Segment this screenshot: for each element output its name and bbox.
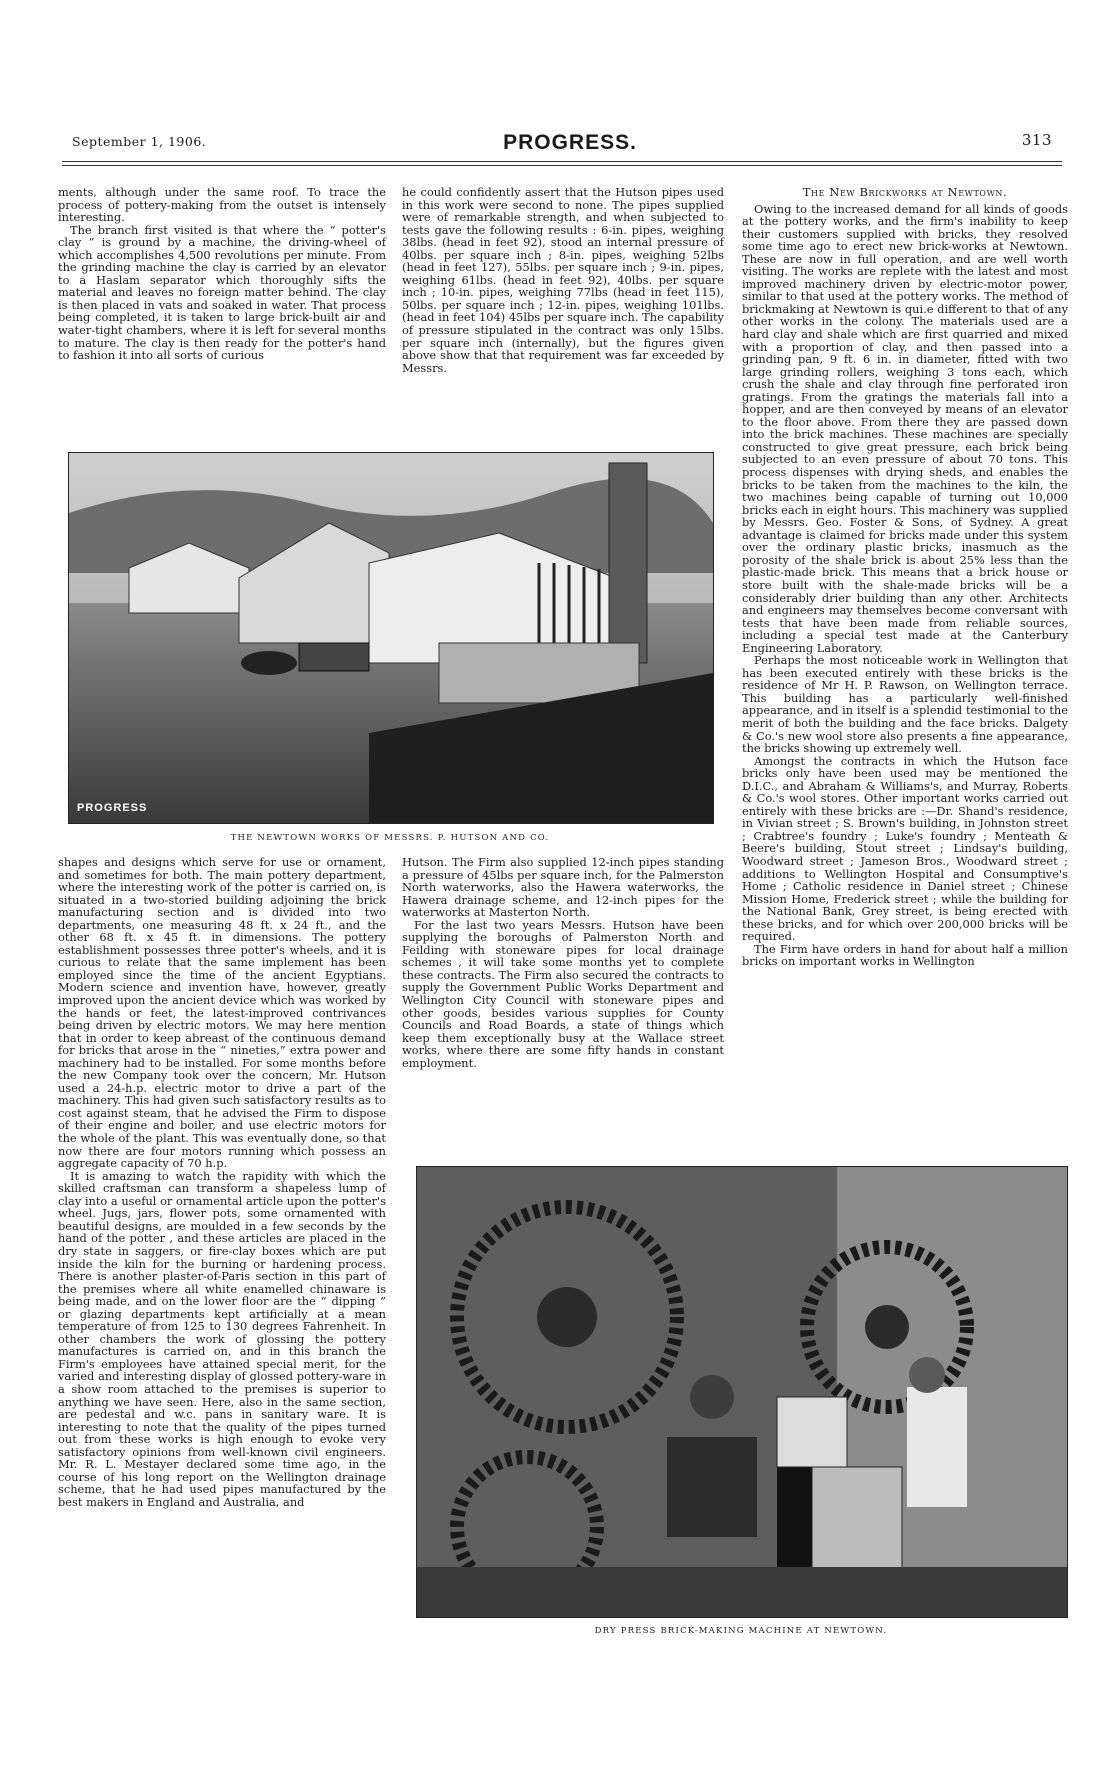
paragraph: Owing to the increased demand for all kinds of goods at the pottery works, and the firm's inability to keep their customers supplied with bricks, they resolved some time ago to erect new brick-works at Newtown. These are now in full operation, and are well worth visiting. The works are replete with the latest and most improved machinery driven by electric-motor power, similar to that used at the pottery works. The method of brickmaking at Newtown is qui.e different to that of any other works in the colony. The materials used are a hard clay and shale which are first quarried and mixed with a proportion of clay, and then passed into a grinding pan, 9 ft. 6 in. in diameter, fitted with two large grinding rollers, weighing 3 tons each, which crush the shale and clay through fine perforated iron gratings. From the gratings the materials fall into a hopper, and are then conveyed by means of an elevator to the floor above. From there they are passed down into the brick machines. These machines are specially constructed to give great pressure, each brick being subjected to an even pressure of about 70 tons. This process dispenses with drying sheds, and enables the bricks to be taken from the machines to the kiln, the two machines being capable of turning out 10,000 bricks each in eight hours. This machinery was supplied by Messrs. Geo. Foster & Sons, of Sydney. A great advantage is claimed for bricks made under this system over the ordinary plastic bricks, inasmuch as the porosity of the shale brick is about 25% less than the plastic-made brick. This means that a brick house or store built with the shale-made bricks will be a considerably drier building than any other. Architects and engineers may themselves become conversant with tests that have been made from reliable sources, including a special test made at the Canterbury Engineering Laboratory.	[742, 201, 1068, 655]
photo-caption: THE NEWTOWN WORKS OF MESSRS. P. HUTSON AND CO.	[230, 833, 550, 843]
paragraph: The branch first visited is that where the “ potter's clay ” is ground by a machine, the driving-wheel of which accomplishes 4,500 revolutions per minute. From the grinding machine the clay is carried by an elevator to a Haslam separator which thoroughly sifts the material and leaves no foreign matter behind. The clay is then placed in vats and soaked in water. That process being completed, it is taken to large brick-built air and water-tight chambers, where it is left for several months to mature. The clay is then ready for the potter's hand to fashion it into all sorts of curious	[58, 222, 386, 363]
header-rule	[62, 161, 1062, 162]
photo-watermark: PROGRESS	[77, 802, 148, 814]
paragraph: shapes and designs which serve for use or ornament, and sometimes for both. The main pottery department, where the interesting work of the potter is carried on, is situated in a two-storied building adjoining the brick manufacturing section and is divided into two departments, one measuring 48 ft. x 24 ft., and the other 68 ft. x 45 ft. in dimensions. The pottery establishment possesses three potter's wheels, and it is curious to relate that the same implement has been employed since the time of the ancient Egyptians. Modern science and invention have, however, greatly improved upon the ancient device which was worked by the hands or feet, the latest-improved contrivances being driven by electric motors. We may here mention that in order to keep abreast of the continuous demand for bricks that arose in the “ nineties,” extra power and machinery had to be installed. For some months before the new Company took over the concern, Mr. Hutson used a 24-h.p. electric motor to drive a part of the machinery. This had given such satisfactory results as to cost against steam, that he advised the Firm to dispose of their engine and boiler, and use electric motors for the whole of the plant. This was eventually done, so that now there are four motors running which possess an aggregate capacity of 70 h.p.	[58, 855, 386, 1171]
brick-machine-illustration	[417, 1167, 1067, 1617]
paragraph: The Firm have orders in hand for about half a million bricks on important works in Wellington	[742, 941, 1068, 969]
brick-machine-photo	[416, 1166, 1068, 1618]
issue-date: September 1, 1906.	[72, 134, 207, 149]
header-rule-2	[62, 165, 1062, 166]
column-1-bottom	[58, 856, 386, 1508]
journal-title: PROGRESS.	[503, 131, 637, 154]
column-1-top	[58, 186, 386, 362]
paragraph: he could confidently assert that the Hutson pipes used in this work were second to none. The pipes supplied were of remarkable strength, and when subjected to tests gave the following results : 6-in. pipes, weighing 38lbs. (head in feet 92), stood an internal pressure of 40lbs. per square inch ; 8-in. pipes, weighing 52lbs (head in feet 127), 55lbs. per square inch ; 9-in. pipes, weighing 61lbs. (head in feet 92), 40lbs. per square inch ; 10-in. pipes, weighing 77lbs (head in feet 115), 50lbs. per square inch ; 12-in. pipes, weighing 101lbs. (head in feet 104) 45lbs per square inch. The capability of pressure stipulated in the contract was only 15lbs. per square inch (internally), but the figures given above show that that requirement was far exceeded by Messrs.	[402, 185, 724, 375]
newtown-works-illustration	[69, 453, 713, 823]
section-heading: The New Brickworks at Newtown.	[802, 185, 1008, 199]
column-2-bottom	[402, 856, 724, 1069]
paragraph: Amongst the contracts in which the Hutson face bricks only have been used may be mentioned the D.I.C., and Abraham & Williams's, and Murray, Roberts & Co.'s wool stores. Other important works carried out entirely with these bricks are :—Dr. Shand's residence, in Vivian street ; S. Brown's building, in Johnston street ; Crabtree's foundry ; Luke's foundry ; Menteath & Beere's building, Stout street ; Lindsay's building, Woodward street ; Jameson Bros., Woodward street ; additions to Wellington Hospital and Consumptive's Home ; Catholic residence in Daniel street ; Chinese Mission Home, Frederick street ; while the building for the National Bank, Grey street, is being erected with these bricks, and for which over 200,000 bricks will be required.	[742, 753, 1068, 944]
photo-caption-2: DRY PRESS BRICK-MAKING MACHINE AT NEWTOWN.	[594, 1626, 888, 1636]
paragraph: Hutson. The Firm also supplied 12-inch pipes standing a pressure of 45lbs per square inch, for the Palmerston North waterworks, also the Hawera waterworks, the Hawera drainage scheme, and 12-inch pipes for the waterworks at Masterton North.	[402, 855, 724, 920]
page-number: 313	[1021, 131, 1052, 149]
paragraph: For the last two years Messrs. Hutson have been supplying the boroughs of Palmerston North and Feilding with stoneware pipes for local drainage schemes , it will take some months yet to complete these contracts. The Firm also secured the contracts to supply the Government Public Works Department and Wellington City Council with stoneware pipes and other goods, besides various supplies for County Councils and Road Boards, a state of things which keep them exceptionally busy at the Wallace street works, where there are some fifty hands in constant employment.	[402, 917, 724, 1070]
paragraph: It is amazing to watch the rapidity with which the skilled craftsman can transform a shapeless lump of clay into a useful or ornamental article upon the potter's wheel. Jugs, jars, flower pots, some ornamented with beautiful designs, are moulded in a few seconds by the hand of the potter , and these articles are placed in the dry state in saggers, or fire-clay boxes which are put inside the kiln for the burning or hardening process. There is another plaster-of-Paris section in this part of the premises where all white enamelled chinaware is being made, and on the lower floor are the “ dipping ” or glazing departments kept artificially at a mean temperature of from 125 to 130 degrees Fahrenheit. In other chambers the work of glossing the pottery manufactures is carried on, and in this branch the Firm's employees have attained special merit, for the varied and interesting display of glossed pottery-ware in a show room attached to the premises is superior to anything we have seen. Here, also in the same section, are pedestal and w.c. pans in sanitary ware. It is interesting to note that the quality of the pipes turned out from these works is high enough to evoke very satisfactory opinions from well-known civil engineers. Mr. R. L. Mestayer declared some time ago, in the course of his long report on the Wellington drainage scheme, that he had used pipes manufactured by the best makers in England and Australia, and	[58, 1168, 386, 1509]
paragraph: ments, although under the same roof. To trace the process of pottery-making from the outset is intensely interesting.	[58, 185, 386, 225]
column-3	[742, 186, 1068, 968]
paragraph: Perhaps the most noticeable work in Wellington that has been executed entirely with these bricks is the residence of Mr H. P. Rawson, on Wellington terrace. This building has a particularly well-finished appearance, and in itself is a splendid testimonial to the merit of both the building and the face bricks. Dalgety & Co.'s new wool store also presents a fine appearance, the bricks showing up extremely well.	[742, 653, 1068, 756]
newtown-works-photo	[68, 452, 714, 824]
column-2-top	[402, 186, 724, 374]
